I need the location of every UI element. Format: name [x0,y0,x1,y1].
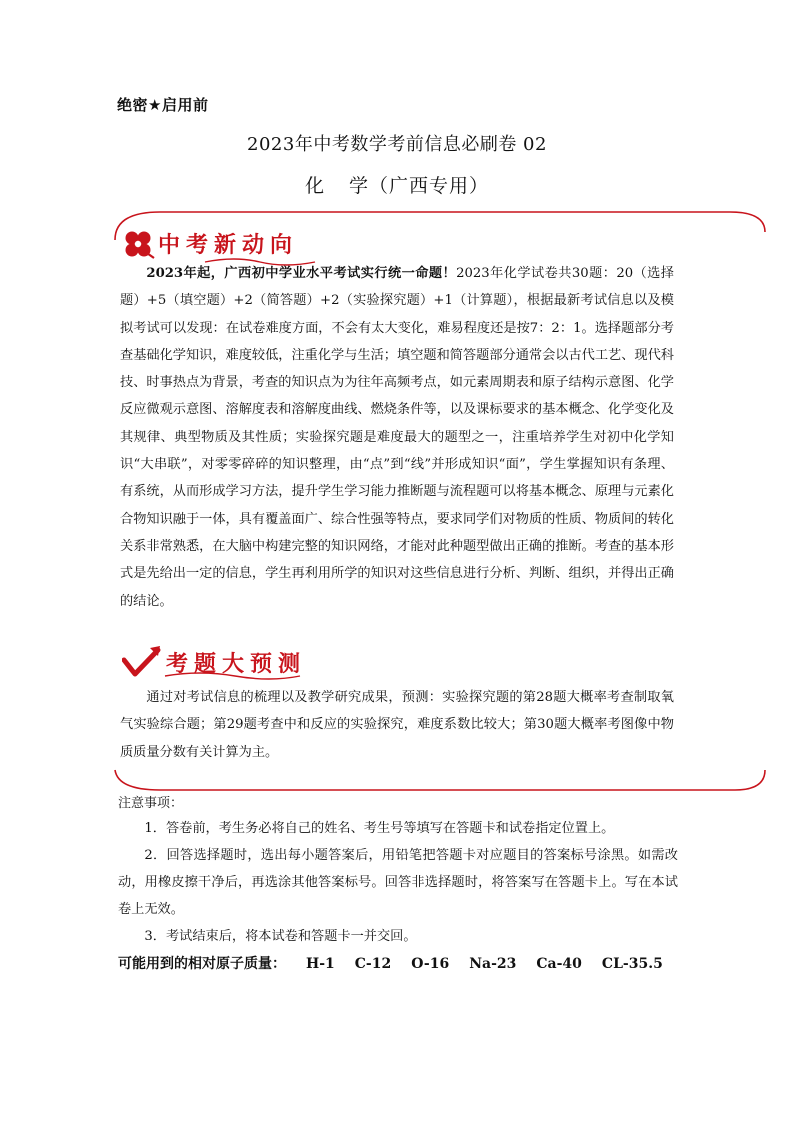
confidential-label: 绝密★启用前 [117,96,209,114]
atomic-mass-element: CL-35.5 [601,956,663,972]
frame-bottom-curve [115,770,765,790]
atomic-mass-element: Ca-40 [536,956,582,972]
trends-bold: 广西初中学业水平考试实行统一命题！ [224,266,457,281]
notice-item: 2．回答选择题时，选出每小题答案后，用铅笔把答题卡对应题目的答案标号涂黑。如需改动，用橡皮擦干净后，再选涂其他答案标号。回答非选择题时，将答案写在答题卡上。写在本试卷上无效。 [118,848,678,917]
subject-char-1: 化 [304,175,325,197]
atomic-mass-line [118,953,663,973]
notice-item: 3．考试结束后，将本试卷和答题卡一并交回。 [144,929,417,944]
clover-icon [122,229,158,259]
atomic-mass-element: C-12 [354,956,392,972]
trends-lead: 2023年起， [146,266,225,281]
check-arrow-icon [122,644,166,680]
section-heading-trends-text: 中考新动向 [158,233,299,258]
section-heading-trends [122,228,298,259]
atomic-mass-element: Na-23 [469,956,517,972]
prediction-paragraph: 通过对考试信息的梳理以及教学研究成果，预测：实验探究题的第28题大概率考查制取氧气实验综合题；第29题考查中和反应的实验探究，难度系数比较大；第30题大概率考图像中物质质量分数有关计算为主。 [120,690,674,760]
subject-rest: 学（广西专用） [349,175,490,197]
section-heading-prediction-text: 考题大预测 [166,651,307,677]
notice-list [118,815,678,950]
exam-subject [0,171,794,198]
atomic-mass-element: H-1 [306,956,335,972]
exam-title: 2023年中考数学考前信息必刷卷 02 [247,134,547,155]
trends-paragraph [120,260,674,615]
atomic-mass-label: 可能用到的相对原子质量： [118,956,286,972]
notice-title: 注意事项： [118,796,184,811]
section-heading-prediction [122,644,306,680]
atomic-mass-element: O-16 [411,956,450,972]
notice-item: 1．答卷前，考生务必将自己的姓名、考生号等填写在答题卡和试卷指定位置上。 [144,821,615,836]
trends-body: 2023年化学试卷共30题：20（选择题）+5（填空题）+2（简答题）+2（实验探究题）+1（计算题），根据最新考试信息以及模拟考试可以发现：在试卷难度方面，不会有太大变化，难易程度还是按7：2：1。选择题部分考查基础化学知识，难度较低，注重化学与生活；填空题和简答题部分通常会以古代工艺、现代科技、时事热点为背景，考查的知识点为为往年高频考点，如元素周期表和原子结构示意图、化学反应微观示意图、溶解度表和溶解度曲线、燃烧条件等，以及课标要求的基本概念、化学变化及其规律、典型物质及其性质；实验探究题是难度最大的题型之一，注重培养学生对初中化学知识“大串联”，对零零碎碎的知识整理，由“点”到“线”并形成知识“面”，学生掌握知识有条理、有系统，从而形成学习方法，提升学生学习能力推断题与流程题可以将基本概念、原理与元素化合物知识融于一体，具有覆盖面广、综合性强等特点，要求同学们对物质的性质、物质间的转化关系非常熟悉，在大脑中构建完整的知识网络，才能对此种题型做出正确的推断。考查的基本形式是先给出一定的信息，学生再利用所学的知识对这些信息进行分析、判断、组织，并得出正确的结论。 [120,266,674,609]
